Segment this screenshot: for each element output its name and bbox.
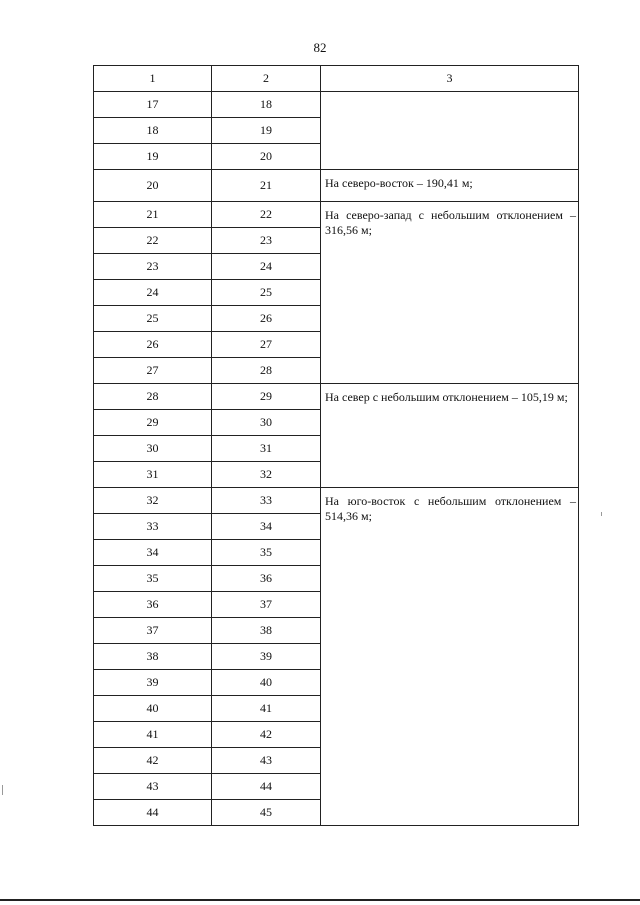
from-point-cell: 20 bbox=[94, 170, 212, 202]
to-point-cell: 21 bbox=[212, 170, 321, 202]
from-point-cell: 37 bbox=[94, 618, 212, 644]
to-point-cell: 29 bbox=[212, 384, 321, 410]
to-point-cell: 20 bbox=[212, 144, 321, 170]
table-body bbox=[94, 92, 579, 826]
from-point-cell: 42 bbox=[94, 748, 212, 774]
from-point-cell: 34 bbox=[94, 540, 212, 566]
column-header-3: 3 bbox=[321, 66, 579, 92]
direction-description-cell: На север с небольшим отклонением – 105,19 м; bbox=[321, 384, 579, 488]
table-row bbox=[94, 92, 579, 118]
from-point-cell: 17 bbox=[94, 92, 212, 118]
to-point-cell: 22 bbox=[212, 202, 321, 228]
column-header-2: 2 bbox=[212, 66, 321, 92]
to-point-cell: 18 bbox=[212, 92, 321, 118]
table-row bbox=[94, 384, 579, 410]
header-row bbox=[94, 66, 579, 92]
to-point-cell: 23 bbox=[212, 228, 321, 254]
to-point-cell: 45 bbox=[212, 800, 321, 826]
to-point-cell: 36 bbox=[212, 566, 321, 592]
to-point-cell: 35 bbox=[212, 540, 321, 566]
direction-description-cell bbox=[321, 92, 579, 170]
from-point-cell: 30 bbox=[94, 436, 212, 462]
from-point-cell: 44 bbox=[94, 800, 212, 826]
from-point-cell: 33 bbox=[94, 514, 212, 540]
from-point-cell: 32 bbox=[94, 488, 212, 514]
scan-mark bbox=[2, 785, 3, 795]
to-point-cell: 32 bbox=[212, 462, 321, 488]
from-point-cell: 27 bbox=[94, 358, 212, 384]
direction-description-cell: На юго-восток с небольшим отклонением – 514,36 м; bbox=[321, 488, 579, 826]
column-header-1: 1 bbox=[94, 66, 212, 92]
from-point-cell: 35 bbox=[94, 566, 212, 592]
from-point-cell: 26 bbox=[94, 332, 212, 358]
table-row bbox=[94, 170, 579, 202]
from-point-cell: 38 bbox=[94, 644, 212, 670]
from-point-cell: 23 bbox=[94, 254, 212, 280]
table-row bbox=[94, 488, 579, 514]
from-point-cell: 21 bbox=[94, 202, 212, 228]
to-point-cell: 41 bbox=[212, 696, 321, 722]
scan-mark bbox=[601, 512, 602, 516]
to-point-cell: 26 bbox=[212, 306, 321, 332]
to-point-cell: 28 bbox=[212, 358, 321, 384]
from-point-cell: 18 bbox=[94, 118, 212, 144]
route-table bbox=[93, 65, 579, 826]
to-point-cell: 24 bbox=[212, 254, 321, 280]
table-row bbox=[94, 202, 579, 228]
to-point-cell: 34 bbox=[212, 514, 321, 540]
direction-description-cell: На северо-восток – 190,41 м; bbox=[321, 170, 579, 202]
to-point-cell: 25 bbox=[212, 280, 321, 306]
to-point-cell: 19 bbox=[212, 118, 321, 144]
from-point-cell: 28 bbox=[94, 384, 212, 410]
to-point-cell: 40 bbox=[212, 670, 321, 696]
from-point-cell: 19 bbox=[94, 144, 212, 170]
to-point-cell: 39 bbox=[212, 644, 321, 670]
to-point-cell: 42 bbox=[212, 722, 321, 748]
from-point-cell: 41 bbox=[94, 722, 212, 748]
from-point-cell: 25 bbox=[94, 306, 212, 332]
from-point-cell: 31 bbox=[94, 462, 212, 488]
to-point-cell: 44 bbox=[212, 774, 321, 800]
from-point-cell: 29 bbox=[94, 410, 212, 436]
to-point-cell: 37 bbox=[212, 592, 321, 618]
to-point-cell: 33 bbox=[212, 488, 321, 514]
from-point-cell: 39 bbox=[94, 670, 212, 696]
direction-description-cell: На северо-запад с небольшим отклонением – 316,56 м; bbox=[321, 202, 579, 384]
to-point-cell: 38 bbox=[212, 618, 321, 644]
to-point-cell: 43 bbox=[212, 748, 321, 774]
from-point-cell: 36 bbox=[94, 592, 212, 618]
from-point-cell: 22 bbox=[94, 228, 212, 254]
from-point-cell: 24 bbox=[94, 280, 212, 306]
page-bottom-edge bbox=[0, 899, 640, 901]
from-point-cell: 40 bbox=[94, 696, 212, 722]
from-point-cell: 43 bbox=[94, 774, 212, 800]
to-point-cell: 27 bbox=[212, 332, 321, 358]
page-number: 82 bbox=[313, 40, 327, 55]
to-point-cell: 31 bbox=[212, 436, 321, 462]
to-point-cell: 30 bbox=[212, 410, 321, 436]
